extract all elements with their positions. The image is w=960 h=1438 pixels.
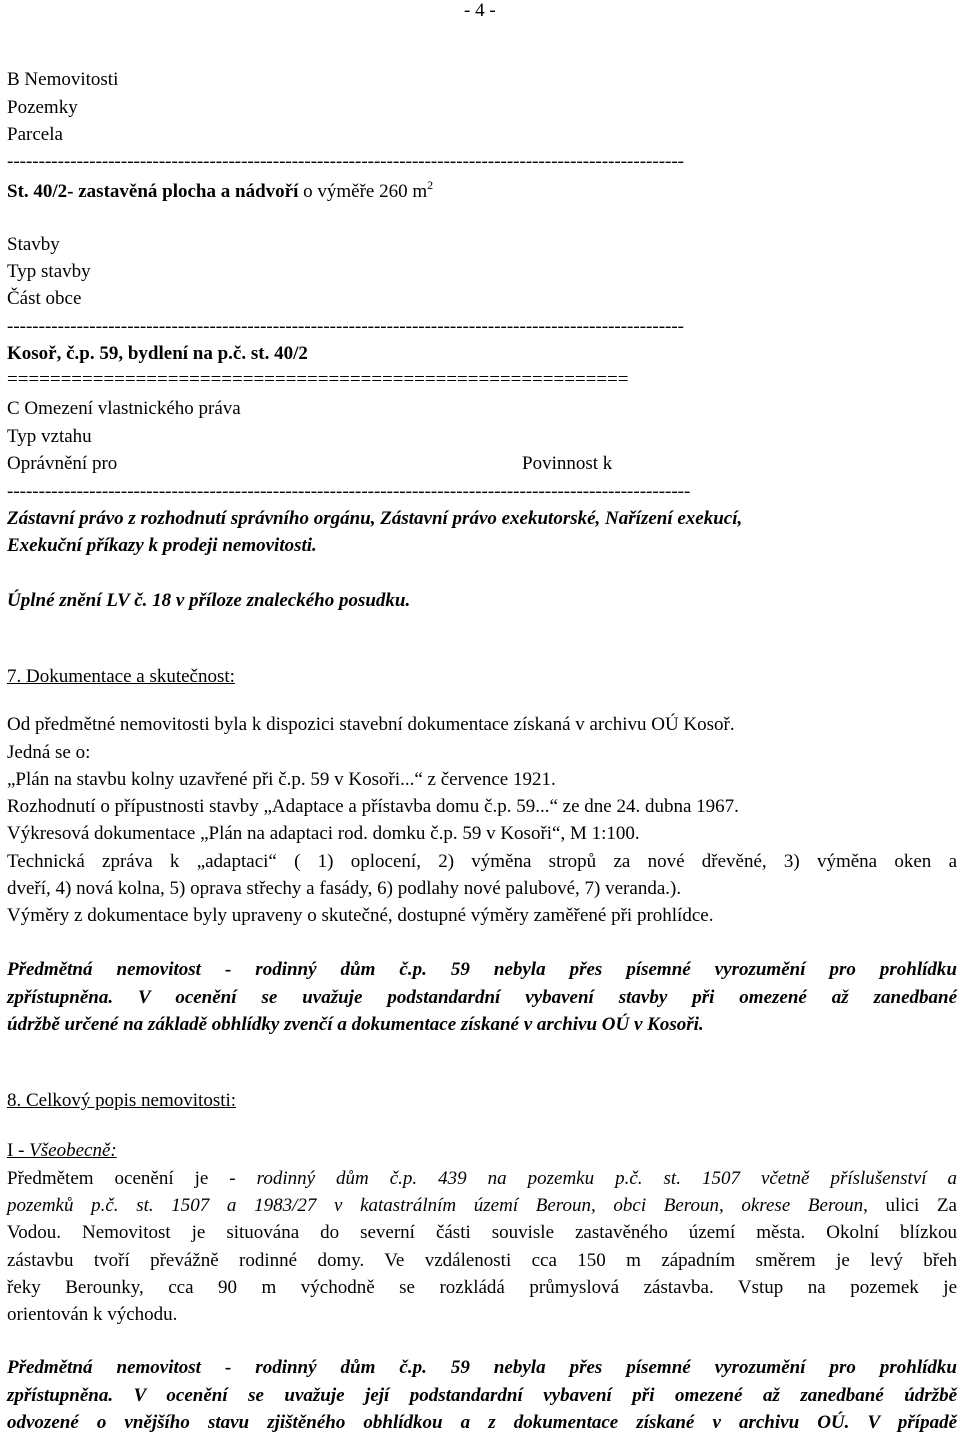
building-line: Kosoř, č.p. 59, bydlení na p.č. st. 40/2 bbox=[7, 343, 308, 364]
inspection-note-line-2: zpřístupněna. V ocenění se uvažuje podstandardní vybavení stavby při omezené až zanedbané bbox=[7, 987, 957, 1008]
full-text-note: Úplné znění LV č. 18 v příloze znaleckého posudku. bbox=[7, 590, 411, 611]
general-subheading bbox=[7, 1140, 117, 1162]
povinnost-label: Povinnost k bbox=[522, 453, 613, 474]
parcel-text: St. 40/2- zastavěná plocha a nádvoří bbox=[7, 181, 299, 202]
inspection-note-line-3: odvozené o vnějšího stavu zjištěného obhlídkou a z dokumentace získané v archivu OÚ. V případě bbox=[7, 1412, 957, 1433]
description-street: , ulici Za bbox=[863, 1195, 957, 1216]
document-item: Rozhodnutí o přípustnosti stavby „Adaptace a přístavba domu č.p. 59...“ ze dne 24. dubna 1967. bbox=[7, 796, 739, 817]
inspection-note-line-3: údržbě určené na základě obhlídky zvenčí a dokumentace získané v archivu OÚ v Kosoři. bbox=[7, 1014, 704, 1035]
typ-vztahu-label: Typ vztahu bbox=[7, 426, 92, 447]
subheading-prefix: I - bbox=[7, 1140, 30, 1161]
jedna-se-o-label: Jedná se o: bbox=[7, 742, 91, 763]
measurements-note: Výměry z dokumentace byly upraveny o skutečné, dostupné výměry zaměřené při prohlídce. bbox=[7, 905, 714, 926]
inspection-note-line-2: zpřístupněna. V ocenění se uvažuje její podstandardní vybavení při omezené až zanedbané údržbě bbox=[7, 1385, 957, 1406]
opravneni-label: Oprávnění pro bbox=[7, 453, 118, 474]
section-7-heading: 7. Dokumentace a skutečnost: bbox=[7, 666, 235, 687]
page-number: - 4 - bbox=[464, 0, 496, 21]
tech-report-line-2: dveří, 4) nová kolna, 5) oprava střechy a fasády, 6) podlahy nové palubové, 7) veranda.). bbox=[7, 878, 682, 899]
parcel-line bbox=[7, 178, 434, 203]
tech-report-line-1: Technická zpráva k „adaptaci“ ( 1) oplocení, 2) výměna stropů za nové dřevěné, 3) výměna oken a bbox=[7, 851, 957, 872]
cast-obce-label: Část obce bbox=[7, 288, 82, 309]
document-item: „Plán na stavbu kolny uzavřené při č.p. 59 v Kosoři...“ z července 1921. bbox=[7, 769, 556, 790]
inspection-note-line-1: Předmětná nemovitost - rodinný dům č.p. 59 nebyla přes písemné vyrozumění pro prohlídku bbox=[7, 1357, 957, 1378]
description-line-6: orientován k východu. bbox=[7, 1304, 178, 1325]
inspection-note-line-1: Předmětná nemovitost - rodinný dům č.p. 59 nebyla přes písemné vyrozumění pro prohlídku bbox=[7, 959, 957, 980]
subheading-title: Všeobecně: bbox=[29, 1140, 117, 1161]
restriction-line-2: Exekuční příkazy k prodeji nemovitosti. bbox=[7, 535, 317, 556]
document-item: Výkresová dokumentace „Plán na adaptaci rod. domku č.p. 59 v Kosoři“, M 1:100. bbox=[7, 823, 640, 844]
equals-separator: ========================================================== bbox=[7, 369, 629, 390]
section-c-title: C Omezení vlastnického práva bbox=[7, 398, 241, 419]
parcela-label: Parcela bbox=[7, 124, 63, 145]
description-line-5: řeky Berounky, cca 90 m východně se rozkládá průmyslová zástavba. Vstup na pozemek je bbox=[7, 1277, 957, 1298]
description-lead: Předmětem ocenění je - bbox=[7, 1168, 257, 1189]
description-line-4: zástavbu tvoří převážně rodinné domy. Ve vzdálenosti cca 150 m západním směrem je levý břeh bbox=[7, 1250, 957, 1271]
separator-line: ----------------------------------------------------------------------------------------------------------- bbox=[7, 316, 685, 337]
description-line-3: Vodou. Nemovitost je situována do severní části souvisle zastavěného území města. Okolní blízkou bbox=[7, 1222, 957, 1243]
description-subject: rodinný dům č.p. 439 na pozemku p.č. st. 1507 včetně příslušenství a bbox=[256, 1168, 957, 1189]
description-line-1 bbox=[7, 1168, 957, 1190]
description-line-2 bbox=[7, 1195, 957, 1217]
description-parcels: pozemků p.č. st. 1507 a 1983/27 v katastrálním území Beroun, obci Beroun, okrese Beroun bbox=[7, 1195, 864, 1216]
typ-stavby-label: Typ stavby bbox=[7, 261, 91, 282]
section-b-title: B Nemovitosti bbox=[7, 69, 119, 90]
parcel-area: o výměře 260 m bbox=[298, 181, 428, 202]
pozemky-label: Pozemky bbox=[7, 97, 78, 118]
stavby-label: Stavby bbox=[7, 234, 60, 255]
documentation-intro: Od předmětné nemovitosti byla k dispozici stavební dokumentace získaná v archivu OÚ Kosoř. bbox=[7, 714, 735, 735]
separator-line: ------------------------------------------------------------------------------------------------------------ bbox=[7, 481, 691, 502]
section-8-heading: 8. Celkový popis nemovitosti: bbox=[7, 1090, 237, 1111]
area-superscript: 2 bbox=[427, 178, 434, 192]
restriction-line-1: Zástavní právo z rozhodnutí správního orgánu, Zástavní právo exekutorské, Nařízení exekucí, bbox=[7, 508, 743, 529]
separator-line: ----------------------------------------------------------------------------------------------------------- bbox=[7, 151, 685, 172]
